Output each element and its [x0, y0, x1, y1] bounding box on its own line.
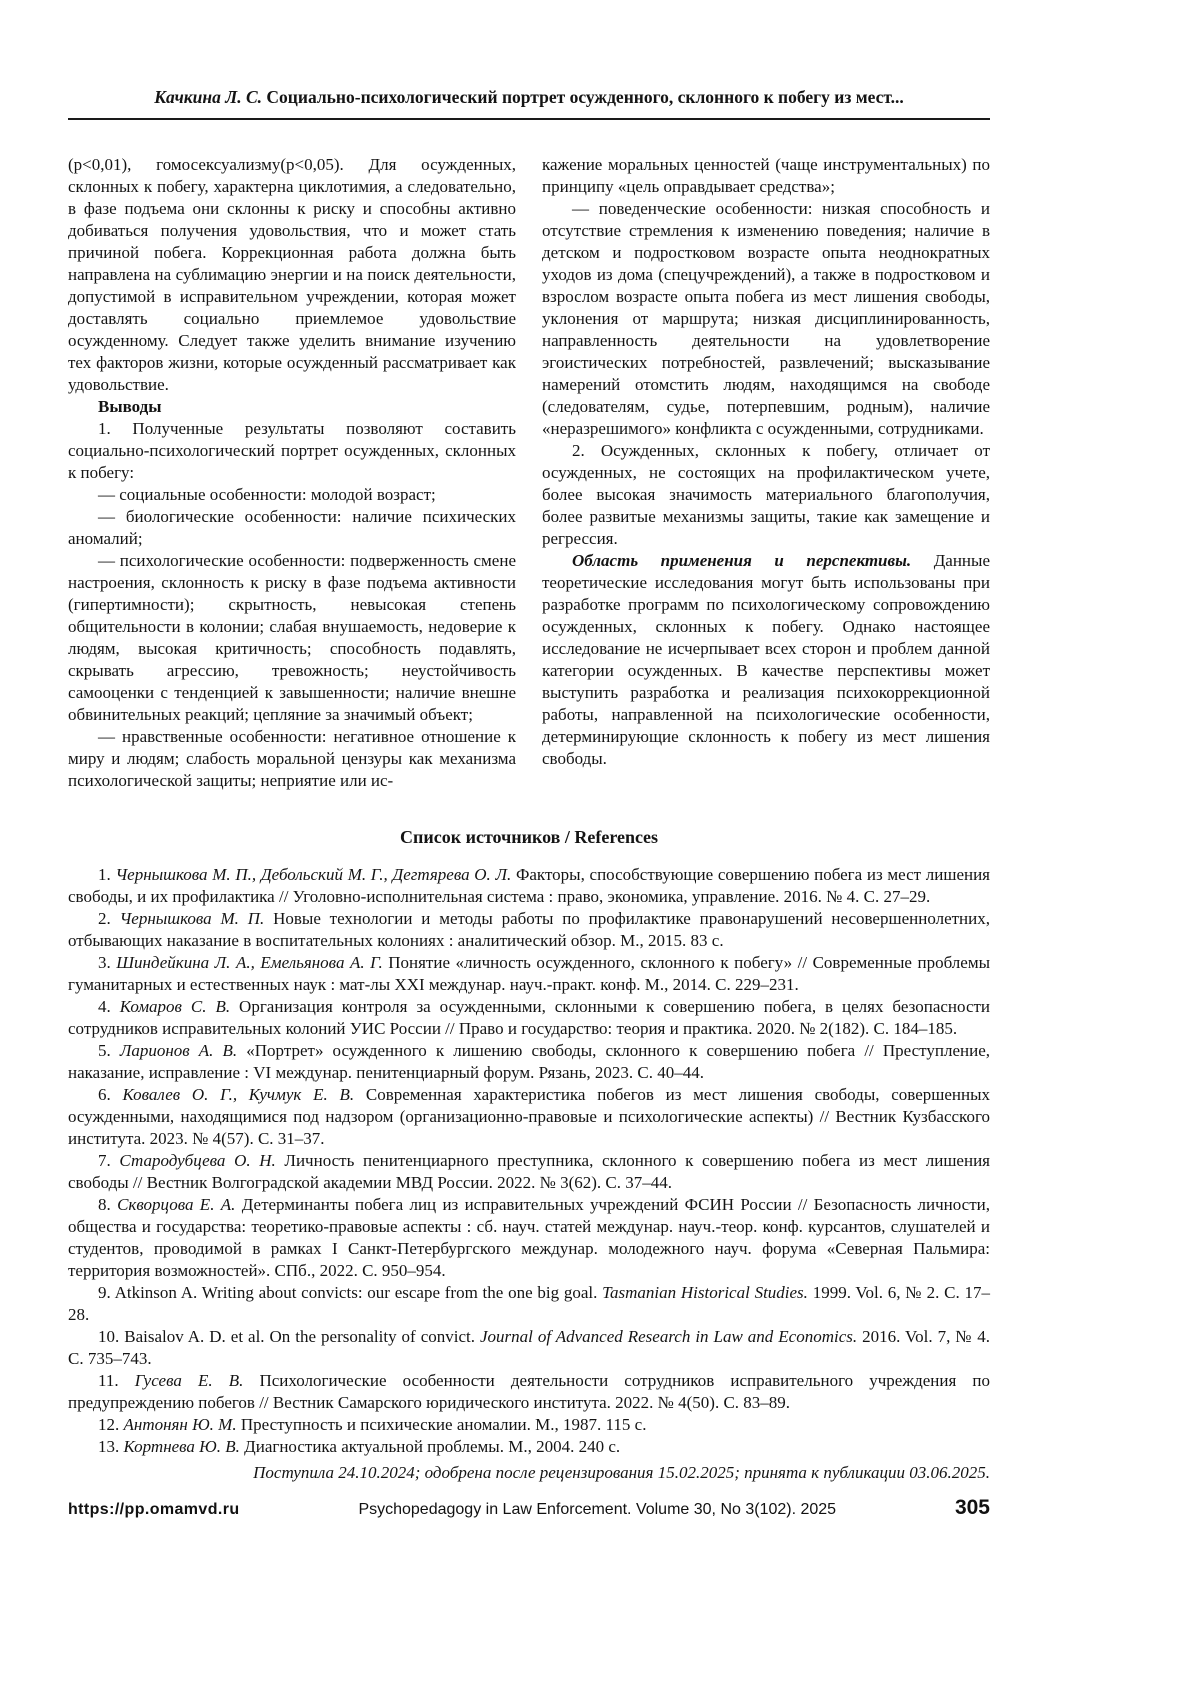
text-run: Новые технологии и методы работы по профилактике правонарушений несовершеннолетних, отбывающих наказание в воспитательных колониях : аналитический обзор. М., 2015. 83 с.	[68, 909, 990, 950]
text-run: Baisalov A. D. et al. On the personality of convict.	[124, 1327, 480, 1346]
text-run: Выводы	[98, 397, 162, 416]
text-run: Гусева Е. В.	[134, 1371, 244, 1390]
reference-number: 2.	[98, 909, 120, 928]
reference-number: 8.	[98, 1195, 118, 1214]
reference-number: 13.	[98, 1437, 124, 1456]
paragraph	[68, 154, 516, 396]
reference-item	[68, 1436, 990, 1458]
paragraph	[542, 198, 990, 440]
reference-item	[68, 1326, 990, 1370]
text-run: Детерминанты побега лиц из исправительных учреждений ФСИН России // Безопасность личности, общества и государства: теоретико-правовые аспекты : сб. науч. статей междунар. науч.-теор. конф. курсантов, слушателей и студентов, проводимой в рамках I Санкт-Петербургского междунар. молодежного науч. форума «Северная Пальмира: территория возможностей». СПб., 2022. С. 950–954.	[68, 1195, 991, 1280]
paragraph	[542, 154, 990, 198]
received-dates: Поступила 24.10.2024; одобрена после рецензирования 15.02.2025; принята к публикации 03.06.2025.	[253, 1463, 990, 1482]
text-run: Понятие «личность осужденного, склонного к побегу» // Современные проблемы гуманитарных и естественных наук : мат-лы XXI междунар. науч.-практ. конф. М., 2014. С. 229–231.	[68, 953, 991, 994]
paragraph	[68, 550, 516, 726]
running-head-title: Социально-психологический портрет осужденного, склонного к побегу из мест...	[262, 87, 904, 107]
column-right	[542, 154, 990, 792]
page-content	[68, 86, 990, 1484]
reference-item	[68, 1150, 990, 1194]
text-run: Данные теоретические исследования могут быть использованы при разработке программ по психологическому сопровождению осужденных, склонных к побегу. Однако настоящее исследование не исчерпывает всех сторон и проблем данной категории осужденных. В качестве перспективы может выступить разработка и реализация психокоррекционной работы, направленной на психологические особенности, детерминирующие склонность к побегу из мест лишения свободы.	[542, 551, 990, 768]
text-run: (p<0,01), гомосексуализму(p<0,05). Для осужденных, склонных к побегу, характерна циклотимия, а следовательно, в фазе подъема они склонны к риску и способны активно добиваться получения удовольствия, что и может стать причиной побега. Коррекционная работа должна быть направлена на сублимацию энергии и на поиск деятельности, допустимой в исправительном учреждении, которая может доставлять социально приемлемое удовольствие осужденному. Следует также уделить внимание изучению тех факторов жизни, которые осужденный рассматривает как удовольствие.	[68, 155, 516, 394]
journal-url[interactable]: https://pp.omamvd.ru	[68, 1501, 240, 1518]
text-run: — социальные особенности: молодой возраст;	[98, 485, 436, 504]
paragraph	[68, 396, 516, 418]
reference-item	[68, 1282, 990, 1326]
text-run: Journal of Advanced Research in Law and Economics.	[479, 1327, 858, 1346]
text-run: Преступность и психические аномалии. М., 1987. 115 с.	[236, 1415, 647, 1434]
text-run: 1. Полученные результаты позволяют составить социально-психологический портрет осужденных, склонных к побегу:	[68, 419, 516, 482]
text-run: Организация контроля за осужденными, склонными к совершению побега, в целях безопасности сотрудников исправительных колоний УИС России // Право и государство: теория и практика. 2020. № 2(182). С. 184–185.	[68, 997, 991, 1038]
reference-item	[68, 864, 990, 908]
reference-item	[68, 1414, 990, 1436]
reference-number: 4.	[98, 997, 120, 1016]
references-heading: Список источников / References	[399, 827, 659, 847]
reference-item	[68, 908, 990, 952]
text-run: кажение моральных ценностей (чаще инструментальных) по принципу «цель оправдывает средства»;	[542, 155, 990, 196]
text-run: Область применения и перспективы.	[572, 551, 912, 570]
reference-number: 1.	[98, 865, 116, 884]
text-run: — психологические особенности: подверженность смене настроения, склонность к риску в фазе подъема активности (гипертимности); скрытность, невысокая степень общительности в колонии; слабая внушаемость, недоверие к людям, высокая критичность; способность подавлять, скрывать агрессию, тревожность; неустойчивость самооценки с тенденцией к завышенности; наличие внешне обвинительных реакций; цепляние за значимый объект;	[68, 551, 516, 724]
text-run: Tasmanian Historical Studies.	[602, 1283, 808, 1302]
text-run: Atkinson A. Writing about convicts: our escape from the one big goal.	[114, 1283, 603, 1302]
text-run: Комаров С. В.	[119, 997, 231, 1016]
text-run: Ларионов А. В.	[119, 1041, 238, 1060]
reference-number: 3.	[98, 953, 117, 972]
reference-item	[68, 952, 990, 996]
text-run: Антонян Ю. М.	[123, 1415, 237, 1434]
text-run: Диагностика актуальной проблемы. М., 2004. 240 с.	[239, 1437, 621, 1456]
text-run: Кортнева Ю. В.	[123, 1437, 240, 1456]
reference-item	[68, 1084, 990, 1150]
text-run: Факторы, способствующие совершению побега из мест лишения свободы, и их профилактика // Уголовно-исполнительная система : право, экономика, управление. 2016. № 4. С. 27–29.	[68, 865, 991, 906]
text-run: Чернышкова М. П.	[119, 909, 265, 928]
paragraph	[542, 550, 990, 770]
reference-number: 9.	[98, 1283, 115, 1302]
reference-number: 6.	[98, 1085, 123, 1104]
text-run: Личность пенитенциарного преступника, склонного к совершению побега из мест лишения свободы // Вестник Волгоградской академии МВД России. 2022. № 3(62). С. 37–44.	[68, 1151, 990, 1192]
text-run: «Портрет» осужденного к лишению свободы, склонного к совершению побега // Преступление, наказание, исправление : VI междунар. пенитенциарный форум. Рязань, 2023. С. 40–44.	[68, 1041, 990, 1082]
text-run: — поведенческие особенности: низкая способность и отсутствие стремления к изменению поведения; наличие в детском и подростковом возрасте опыта неоднократных уходов из дома (спецучреждений), а также в подростковом и взрослом возрасте опыта побега из мест лишения свободы, уклонения от маршрута; низкая дисциплинированность, направленность деятельности на удовлетворение эгоистических потребностей, развлечений; высказывание намерений отомстить людям, находящимся на свободе (следователям, судье, потерпевшим, родным), наличие «неразрешимого» конфликта с осужденными, сотрудниками.	[542, 199, 990, 438]
text-run: Ковалев О. Г., Кучмук Е. В.	[122, 1085, 355, 1104]
text-run: Стародубцева О. Н.	[119, 1151, 276, 1170]
paragraph	[68, 484, 516, 506]
reference-number: 11.	[98, 1371, 135, 1390]
reference-number: 10.	[98, 1327, 125, 1346]
paragraph	[68, 506, 516, 550]
references-list	[68, 864, 990, 1458]
reference-item	[68, 1194, 990, 1282]
running-head-author: Качкина Л. С.	[154, 87, 263, 107]
text-run: Психологические особенности деятельности сотрудников исправительного учреждения по предупреждению побегов // Вестник Самарского юридического института. 2022. № 4(50). С. 83–89.	[68, 1371, 990, 1412]
paragraph	[68, 726, 516, 792]
reference-number: 12.	[98, 1415, 124, 1434]
reference-item	[68, 1370, 990, 1414]
text-run: 2. Осужденных, склонных к побегу, отличает от осужденных, не состоящих на профилактическом учете, более высокая значимость материального благополучия, более развитые механизмы защиты, такие как замещение и регрессия.	[542, 441, 990, 548]
reference-item	[68, 996, 990, 1040]
text-run: Чернышкова М. П., Дебольский М. Г., Дегтярева О. Л.	[115, 865, 512, 884]
journal-info: Psychopedagogy in Law Enforcement. Volume 30, No 3(102). 2025	[358, 1501, 837, 1518]
column-left	[68, 154, 516, 792]
reference-item	[68, 1040, 990, 1084]
page-number: 305	[954, 1496, 990, 1519]
reference-number: 7.	[98, 1151, 120, 1170]
paragraph	[542, 440, 990, 550]
running-head	[68, 86, 990, 120]
page-footer	[68, 1496, 990, 1520]
text-run: Современная характеристика побегов из мест лишения свободы, совершенных осужденными, находящимися под надзором (организационно-правовые и психологические аспекты) // Вестник Кузбасского института. 2023. № 4(57). С. 31–37.	[68, 1085, 991, 1148]
text-run: 2016. Vol. 7, № 4. С. 735–743.	[68, 1327, 990, 1368]
text-run: Шиндейкина Л. А., Емельянова А. Г.	[116, 953, 383, 972]
article-body	[68, 154, 990, 792]
reference-number: 5.	[98, 1041, 120, 1060]
text-run: 1999. Vol. 6, № 2. С. 17–28.	[68, 1283, 991, 1324]
text-run: — биологические особенности: наличие психических аномалий;	[68, 507, 516, 548]
paragraph	[68, 418, 516, 484]
text-run: Скворцова Е. А.	[117, 1195, 236, 1214]
text-run: — нравственные особенности: негативное отношение к миру и людям; слабость моральной цензуры как механизма психологической защиты; неприятие или ис-	[68, 727, 516, 790]
